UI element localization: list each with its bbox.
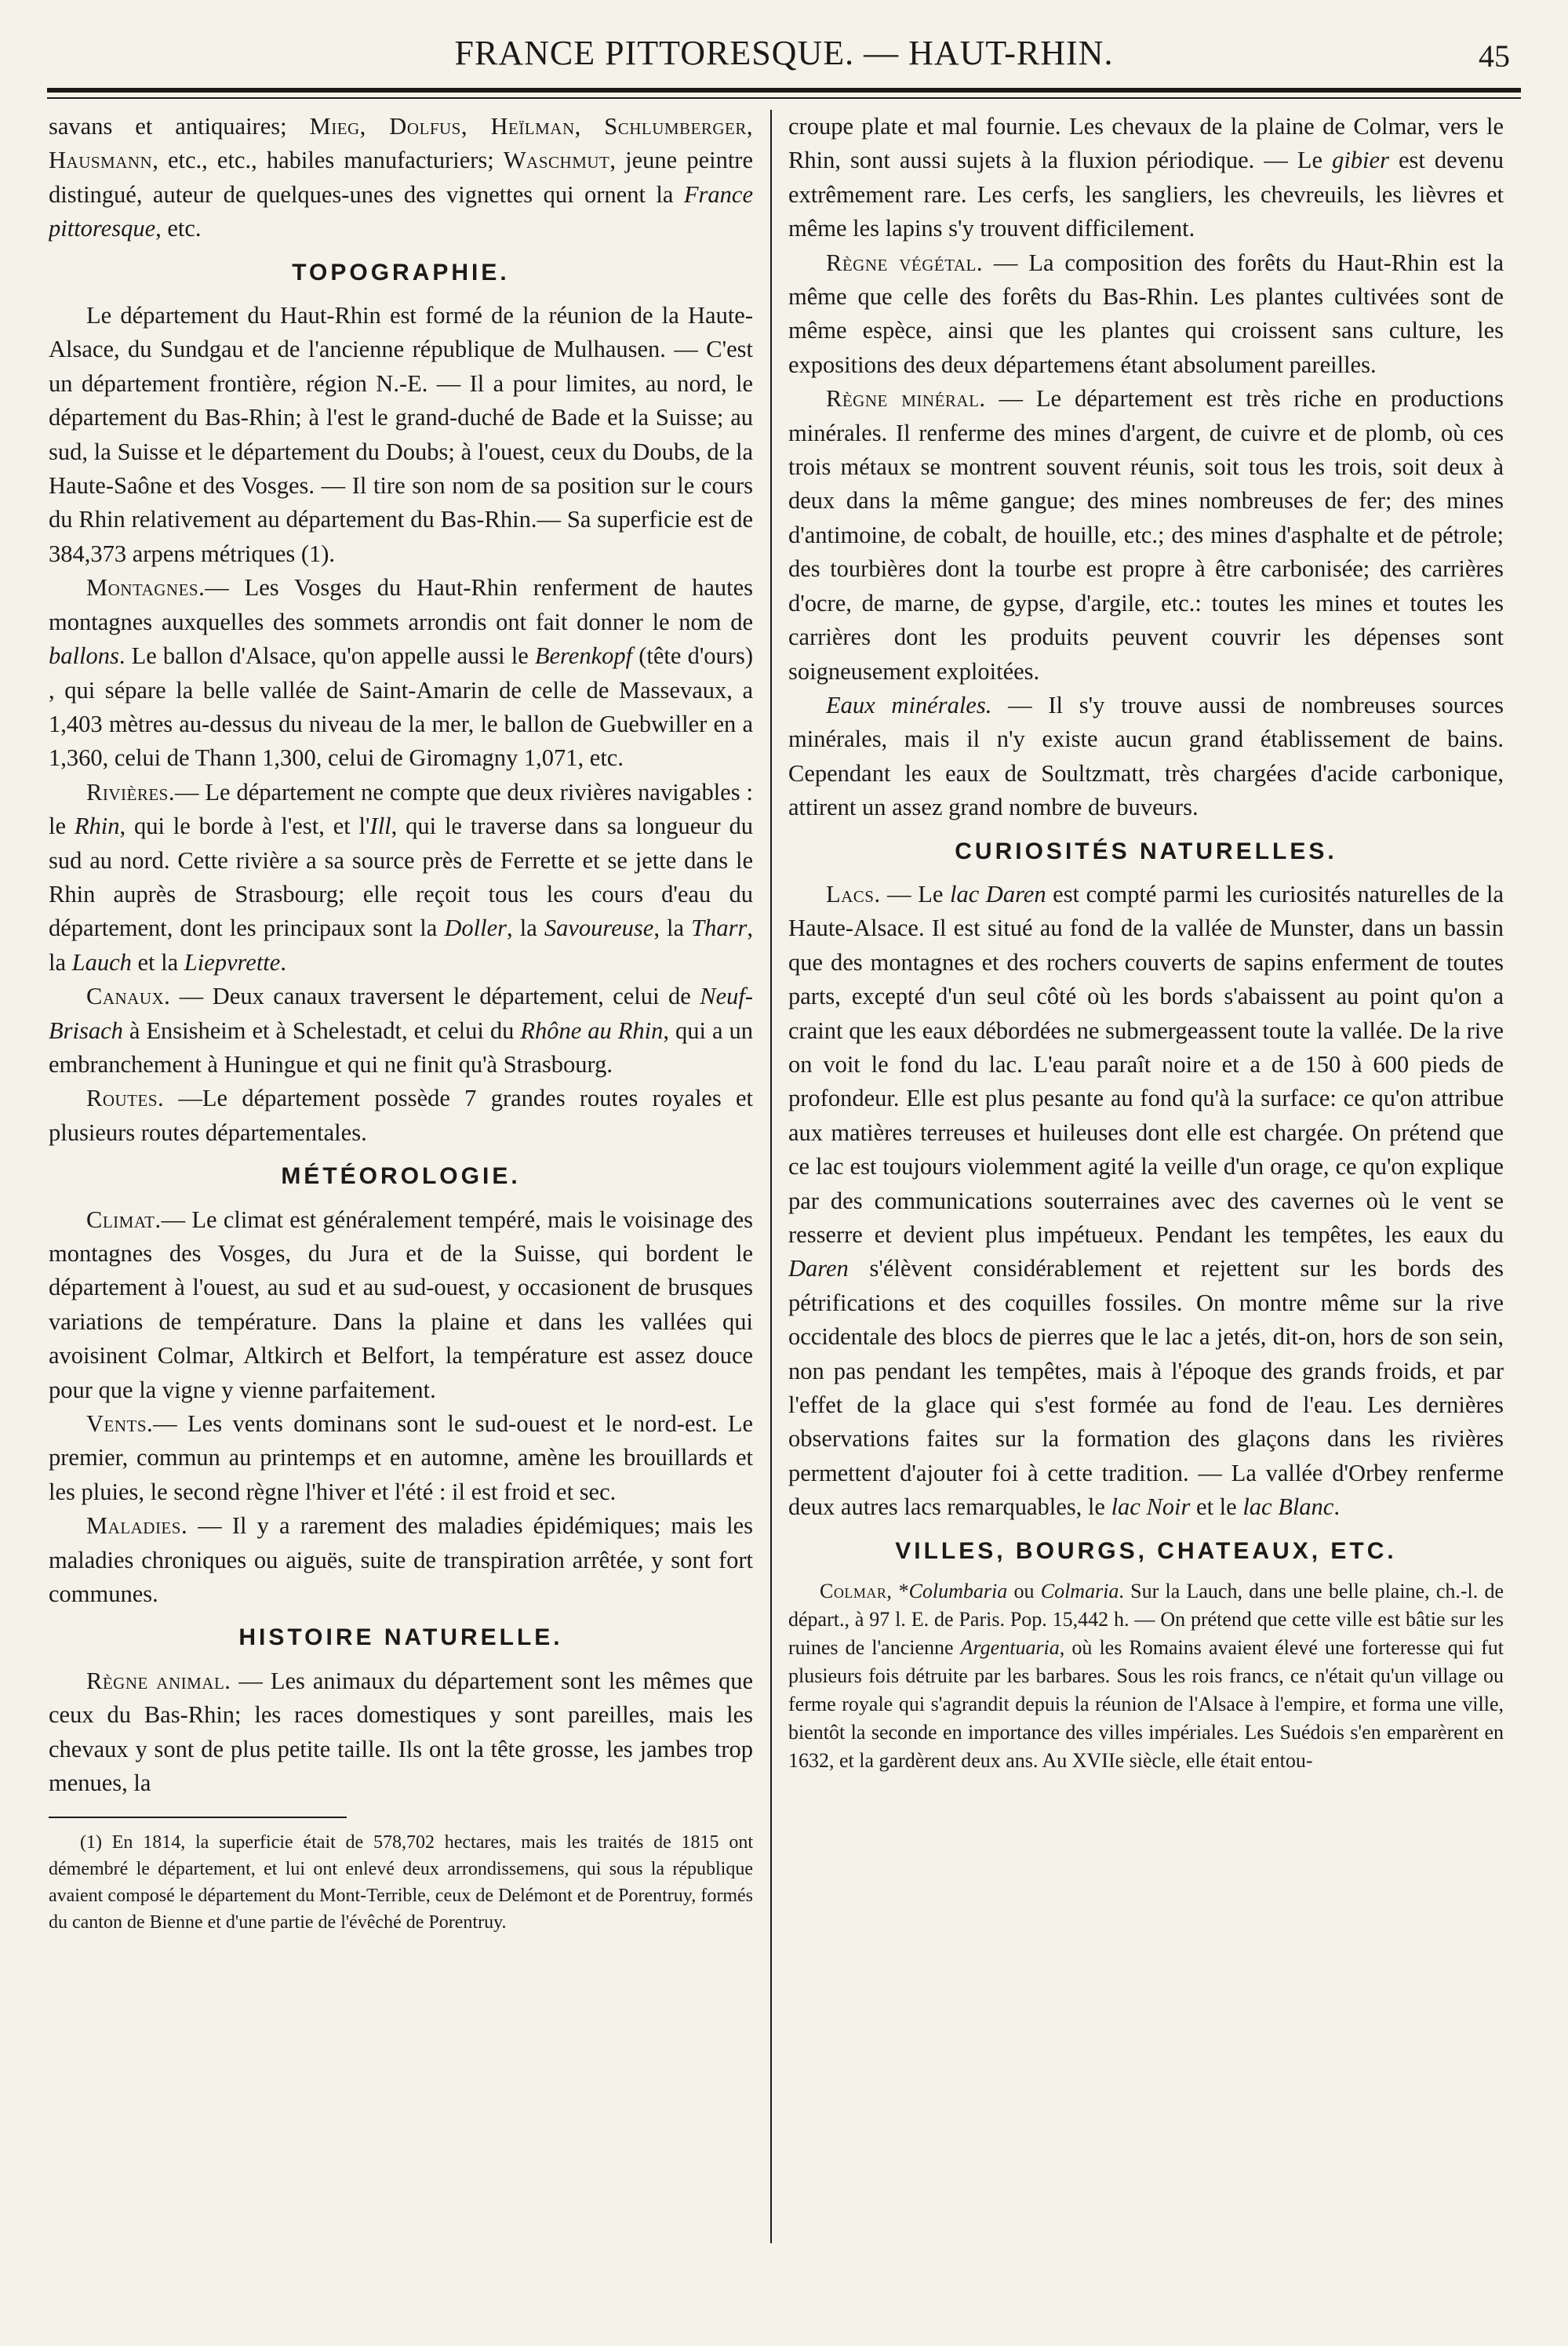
paragraph-canaux: Canaux. — Deux canaux traversent le département, celui de Neuf-Brisach à Ensisheim et à Schelestadt, et celui du Rhône au Rhin, qui a un embranchement à Huningue et qui ne finit qu'à Strasbourg. — [49, 983, 753, 1078]
footnote: (1) En 1814, la superficie était de 578,702 hectares, mais les traités de 1815 ont démembré le département, et lui ont enlevé deux arrondissemens, qui sous la république avaient composé le département du Mont-Terrible, ceux de Delémont et de Porentruy, formés du canton de Bienne et d'une partie de l'évêché de Porentruy. — [49, 1831, 753, 1933]
paragraph-lacs: Lacs. — Le lac Daren est compté parmi les curiosités naturelles de la Haute-Alsace. Il est situé au fond de la vallée de Munster, dans un bassin que des montagnes et des rochers couverts de sapins enferment de toutes parts, excepté d'un seul côté où les bords s'abaissent au point qu'on a craint que les eaux débordées ne submergeassent toute la vallée. De la rive on voit le fond du lac. L'eau paraît noire et a de 150 à 600 pieds de profondeur. Elle est plus pesante au fond qu'à la surface: ce qu'on attribue aux matières terreuses et huileuses dont elle est chargée. On prétend que ce lac est toujours violemment agité la veille d'un orage, ce qu'on explique par des communications souterraines avec des cavernes où le vent se resserre et devient plus impétueux. Pendant les tempêtes, les eaux du Daren s'élèvent considérablement et rejettent sur les bords des pétrifications et des coquilles fossiles. On montre même sur la rive occidentale des blocs de pierres que le lac a jetés, dit-on, hors de son sein, non pas pendant les tempêtes, mais à l'époque des grands froids, et par l'effet de la glace qui s'est formée au fond de l'eau. Les dernières observations faites sur la formation des glaçons dans les rivières permettent d'ajouter foi à cette tradition. — La vallée d'Orbey renferme deux autres lacs remarquables, le lac Noir et le lac Blanc. — [788, 880, 1504, 1521]
left-column — [49, 110, 753, 2322]
paragraph-regne-mineral: Règne minéral. — Le département est très riche en productions minérales. Il renferme des mines d'argent, de cuivre et de plomb, où ces trois métaux se montrent souvent réunis, soit tous les trois, soit deux à deux dans la même gangue; des mines nombreuses de fer; des mines d'antimoine, de cobalt, de houille, etc.; des mines d'asphalte et de pétrole; des tourbières dont la tourbe est propre à être carbonisée; des carrières d'ocre, de marne, de gypse, d'argile, etc.: toutes les mines et toutes les carrières dont les produits peuvent couvrir les dépenses sont soigneusement exploitées. — [788, 385, 1504, 685]
header-rule-thick — [47, 88, 1521, 93]
paragraph-vents: Vents.— Les vents dominans sont le sud-ouest et le nord-est. Le premier, commun au printemps et en automne, amène les brouillards et les pluies, le second règne l'hiver et l'été : il est froid et sec. — [49, 1410, 753, 1505]
paragraph-montagnes: Montagnes.— Les Vosges du Haut-Rhin renferment de hautes montagnes auxquelles des sommets arrondis ont fait donner le nom de ballons. Le ballon d'Alsace, qu'on appelle aussi le Berenkopf (tête d'ours) , qui sépare la belle vallée de Saint-Amarin de celle de Massevaux, a 1,403 mètres au-dessus du niveau de la mer, le ballon de Guebwiller en a 1,360, celui de Thann 1,300, celui de Giromagny 1,071, etc. — [49, 574, 753, 772]
paragraph-regne-vegetal: Règne végétal. — La composition des forêts du Haut-Rhin est la même que celle des forêts du Bas-Rhin. Les plantes cultivées sont de même espèce, ainsi que les plantes qui croissent sans culture, les expositions des deux départemens étant absolument pareilles. — [788, 249, 1504, 378]
section-title-meteorologie: MÉTÉOROLOGIE. — [281, 1163, 521, 1190]
paragraph-colmar: Colmar, *Columbaria ou Colmaria. Sur la Lauch, dans une belle plaine, ch.-l. de départ., à 97 l. E. de Paris. Pop. 15,442 h. — On prétend que cette ville est bâtie sur les ruines de l'ancienne Argentuaria, où les Romains avaient élevé une forteresse qui fut plusieurs fois détruite par les barbares. Sous les rois francs, ce n'était qu'un village ou ferme royale qui s'agrandit depuis la réunion de l'Alsace à l'empire, et forma une ville, bientôt la seconde en importance des villes impériales. Les Suédois s'en emparèrent en 1632, et la gardèrent deux ans. Au XVIIe siècle, elle était entou- — [788, 1580, 1504, 1773]
paragraph-rivieres: Rivières.— Le département ne compte que deux rivières navigables : le Rhin, qui le borde à l'est, et l'Ill, qui le traverse dans sa longueur du sud au nord. Cette rivière a sa source près de Ferrette et se jette dans le Rhin auprès de Strasbourg; elle reçoit tous les cours d'eau du département, dont les principaux sont la Doller, la Savoureuse, la Tharr, la Lauch et la Liepvrette. — [49, 778, 753, 976]
section-title-curiosites: CURIOSITÉS NATURELLES. — [955, 838, 1337, 864]
paragraph-climat: Climat.— Le climat est généralement tempéré, mais le voisinage des montagnes des Vosges, du Jura et de la Suisse, qui bordent le département à l'ouest, au sud et au sud-ouest, y occasionent de brusques variations de température. Dans la plaine et dans les vallées qui avoisinent Colmar, Altkirch et Belfort, la température est assez douce pour que la vigne y vienne parfaitement. — [49, 1206, 753, 1403]
header-rule-thin — [47, 97, 1521, 99]
page-header — [47, 24, 1521, 86]
page-number: 45 — [1479, 38, 1510, 74]
running-title: FRANCE PITTORESQUE. — HAUT-RHIN. — [454, 34, 1114, 72]
paragraph-intro: savans et antiquaires; Mieg, Dolfus, Heïlman, Schlumberger, Hausmann, etc., etc., habiles manufacturiers; Waschmut, jeune peintre distingué, auteur de quelques-unes des vignettes qui ornent la France pittoresque, etc. — [49, 113, 753, 242]
paragraph-eaux-minerales: Eaux minérales. — Il s'y trouve aussi de nombreuses sources minérales, mais il n'y existe aucun grand établissement de bains. Cependant les eaux de Soultzmatt, très chargées d'acide carbonique, attirent un assez grand nombre de buveurs. — [788, 691, 1504, 821]
column-divider — [770, 110, 772, 2243]
section-title-topographie: TOPOGRAPHIE. — [292, 259, 510, 286]
section-title-villes: VILLES, BOURGS, CHATEAUX, ETC. — [895, 1537, 1397, 1564]
right-column — [788, 110, 1504, 2322]
paragraph-topographie: Le département du Haut-Rhin est formé de la réunion de la Haute-Alsace, du Sundgau et de l'ancienne république de Mulhausen. — C'est un département frontière, région N.-E. — Il a pour limites, au nord, le département du Bas-Rhin; à l'est le grand-duché de Bade et la Suisse; au sud, la Suisse et le département du Doubs; à l'ouest, ceux du Doubs, de la Haute-Saône et des Vosges. — Il tire son nom de sa position sur le cours du Rhin relativement au département du Bas-Rhin.— Sa superficie est de 384,373 arpens métriques (1). — [49, 302, 753, 567]
villes-text — [788, 1577, 1504, 1775]
paragraph-routes: Routes. —Le département possède 7 grandes routes royales et plusieurs routes départementales. — [49, 1085, 753, 1146]
footnote-rule — [49, 1817, 347, 1818]
paragraph-maladies: Maladies. — Il y a rarement des maladies épidémiques; mais les maladies chroniques ou aiguës, suite de transpiration arrêtée, y sont fort communes. — [49, 1512, 753, 1608]
section-title-histoire-naturelle: HISTOIRE NATURELLE. — [238, 1624, 563, 1651]
paragraph-regne-animal: Règne animal. — Les animaux du département sont les mêmes que ceux du Bas-Rhin; les races domestiques y sont pareilles, mais les chevaux y sont de plus petite taille. Ils ont la tête grosse, les jambes trop menues, la — [49, 1667, 753, 1797]
paragraph-continuation: croupe plate et mal fournie. Les chevaux de la plaine de Colmar, vers le Rhin, sont aussi sujets à la fluxion périodique. — Le gibier est devenu extrêmement rare. Les cerfs, les sangliers, les chevreuils, les lièvres et même les lapins s'y trouvent difficilement. — [788, 113, 1504, 242]
